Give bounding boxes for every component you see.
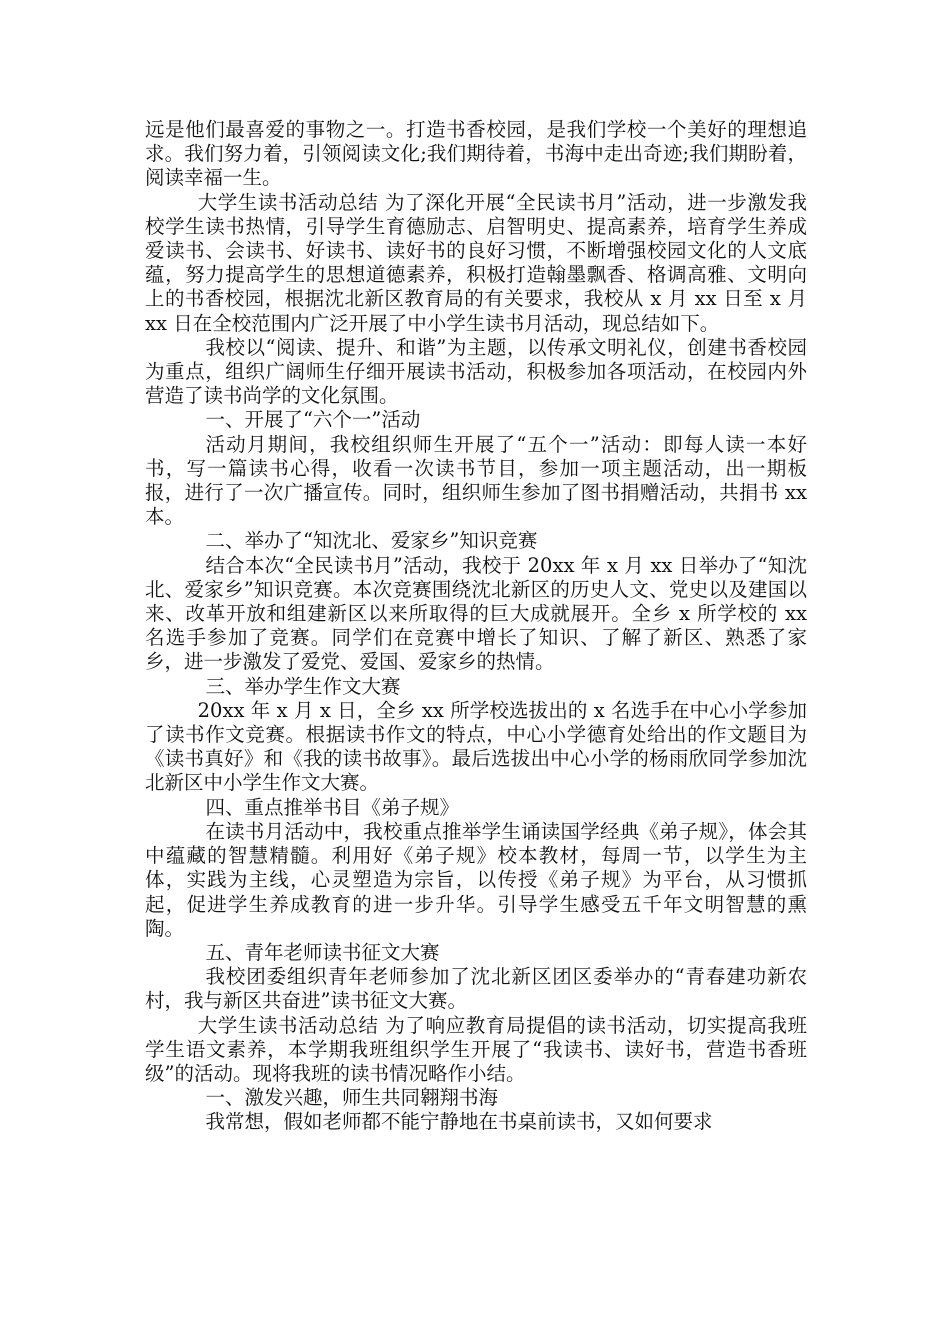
paragraph: 结合本次“全民读书月”活动，我校于 20xx 年 x 月 xx 日举办了“知沈北、爱家乡”知识竞赛。本次竞赛围绕沈北新区的历史人文、党史以及建国以来、改革开放和组建新区以来所取得的巨大成就展开。全乡 x 所学校的 xx 名选手参加了竞赛。同学们在竞赛中增长了知识、了解了新区、熟悉了家乡，进一步激发了爱党、爱国、爱家乡的热情。 (145, 553, 807, 674)
paragraph: 20xx 年 x 月 x 日，全乡 xx 所学校选拔出的 x 名选手在中心小学参加了读书作文竞赛。根据读书作文的特点，中心小学德育处给出的作文题目为《读书真好》和《我的读书故事》。最后选拔出中心小学的杨雨欣同学参加沈北新区中小学生作文大赛。 (145, 698, 807, 795)
paragraph: 活动月期间，我校组织师生开展了“五个一”活动：即每人读一本好书，写一篇读书心得，收看一次读书节目，参加一项主题活动，出一期板报，进行了一次广播宣传。同时，组织师生参加了图书捐赠活动，共捐书 xx 本。 (145, 432, 807, 529)
section-heading: 一、开展了“六个一”活动 (205, 408, 421, 432)
section-heading: 二、举办了“知沈北、爱家乡”知识竞赛 (205, 529, 538, 553)
section-heading: 一、激发兴趣，师生共同翱翔书海 (205, 1086, 498, 1110)
section-heading: 三、举办学生作文大赛 (205, 674, 401, 698)
paragraph: 我校团委组织青年老师参加了沈北新区团区委举办的“青春建功新农村，我与新区共奋进”读书征文大赛。 (145, 965, 807, 1013)
section-heading: 五、青年老师读书征文大赛 (205, 940, 440, 964)
paragraph: 我校以“阅读、提升、和谐”为主题，以传承文明礼仪，创建书香校园为重点，组织广阔师生仔细开展读书活动，积极参加各项活动，在校园内外营造了读书尚学的文化氛围。 (145, 335, 807, 408)
document-page (145, 118, 807, 1135)
section-heading: 四、重点推举书目《弟子规》 (205, 795, 459, 819)
paragraph: 大学生读书活动总结 为了响应教育局提倡的读书活动，切实提高我班学生语文素养，本学期我班组织学生开展了“我读书、读好书，营造书香班级”的活动。现将我班的读书情况略作小结。 (145, 1013, 807, 1085)
paragraph: 在读书月活动中，我校重点推举学生诵读国学经典《弟子规》，体会其中蕴藏的智慧精髓。利用好《弟子规》校本教材，每周一节，以学生为主体，实践为主线，心灵塑造为宗旨，以传授《弟子规》为平台，从习惯抓起，促进学生养成教育的进一步升华。引导学生感受五千年文明智慧的熏陶。 (145, 819, 807, 940)
paragraph: 我常想，假如老师都不能宁静地在书桌前读书，又如何要求 (205, 1110, 713, 1134)
paragraph: 远是他们最喜爱的事物之一。打造书香校园，是我们学校一个美好的理想追求。我们努力着，引领阅读文化;我们期待着，书海中走出奇迹;我们期盼着，阅读幸福一生。 (145, 118, 807, 190)
paragraph: 大学生读书活动总结 为了深化开展“全民读书月”活动，进一步激发我校学生读书热情，引导学生育德励志、启智明史、提高素养，培育学生养成爱读书、会读书、好读书、读好书的良好习惯，不断增强校园文化的人文底蕴，努力提高学生的思想道德素养，积极打造翰墨飘香、格调高雅、文明向上的书香校园，根据沈北新区教育局的有关要求，我校从 x 月 xx 日至 x 月 xx 日在全校范围内广泛开展了中小学生读书月活动，现总结如下。 (145, 190, 807, 335)
